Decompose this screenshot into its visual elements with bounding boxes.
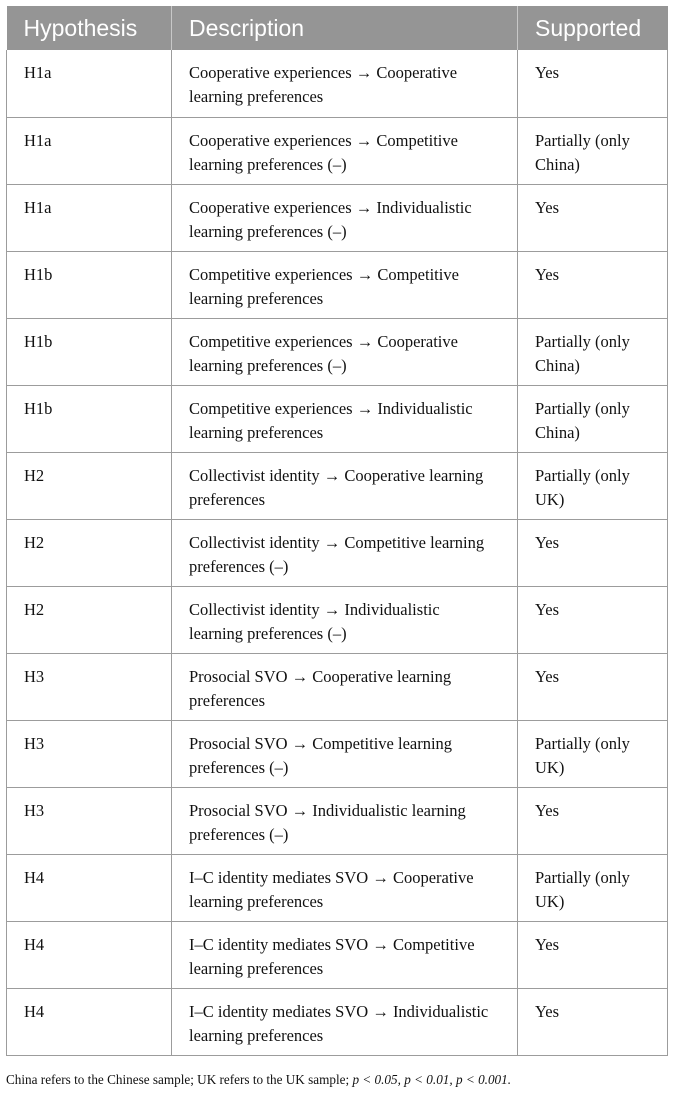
cell-description: Competitive experiences → Individualistic learning preferences (172, 385, 518, 452)
cell-hypothesis: H1a (7, 184, 172, 251)
footnote-p1: p < 0.05, (352, 1072, 401, 1087)
cell-supported: Yes (518, 586, 668, 653)
cell-hypothesis: H1a (7, 117, 172, 184)
cell-description: Cooperative experiences → Individualistic learning preferences (–) (172, 184, 518, 251)
hypothesis-table (6, 6, 668, 1056)
cell-supported: Partially (only China) (518, 385, 668, 452)
cell-description: Prosocial SVO → Individualistic learning preferences (–) (172, 787, 518, 854)
cell-hypothesis: H1a (7, 50, 172, 117)
cell-supported: Yes (518, 184, 668, 251)
header-row (7, 6, 668, 50)
cell-description: I–C identity mediates SVO → Cooperative learning preferences (172, 854, 518, 921)
cell-supported: Partially (only UK) (518, 854, 668, 921)
header-supported: Supported (518, 6, 668, 50)
table-row (7, 385, 668, 452)
table-row (7, 117, 668, 184)
cell-supported: Yes (518, 653, 668, 720)
table-row (7, 251, 668, 318)
cell-hypothesis: H2 (7, 452, 172, 519)
cell-description: Prosocial SVO → Competitive learning preferences (–) (172, 720, 518, 787)
table-row (7, 653, 668, 720)
table-row (7, 519, 668, 586)
table-row (7, 50, 668, 117)
footnote-text: China refers to the Chinese sample; UK refers to the UK sample; (6, 1072, 350, 1087)
header-description: Description (172, 6, 518, 50)
cell-description: Cooperative experiences → Cooperative learning preferences (172, 50, 518, 117)
table-row (7, 586, 668, 653)
cell-supported: Yes (518, 787, 668, 854)
cell-hypothesis: H1b (7, 318, 172, 385)
cell-hypothesis: H3 (7, 787, 172, 854)
cell-hypothesis: H4 (7, 988, 172, 1055)
cell-description: Competitive experiences → Cooperative learning preferences (–) (172, 318, 518, 385)
cell-supported: Partially (only UK) (518, 452, 668, 519)
table-row (7, 988, 668, 1055)
cell-hypothesis: H2 (7, 586, 172, 653)
table-row (7, 318, 668, 385)
cell-description: I–C identity mediates SVO → Competitive learning preferences (172, 921, 518, 988)
cell-description: Competitive experiences → Competitive learning preferences (172, 251, 518, 318)
cell-hypothesis: H1b (7, 251, 172, 318)
table-row (7, 854, 668, 921)
table-row (7, 921, 668, 988)
table-footnote (6, 1072, 670, 1088)
cell-hypothesis: H4 (7, 921, 172, 988)
cell-supported: Partially (only UK) (518, 720, 668, 787)
cell-description: Cooperative experiences → Competitive learning preferences (–) (172, 117, 518, 184)
table-row (7, 184, 668, 251)
cell-description: Collectivist identity → Cooperative learning preferences (172, 452, 518, 519)
cell-supported: Yes (518, 921, 668, 988)
cell-supported: Yes (518, 251, 668, 318)
cell-hypothesis: H4 (7, 854, 172, 921)
cell-hypothesis: H3 (7, 653, 172, 720)
table-row (7, 452, 668, 519)
cell-hypothesis: H1b (7, 385, 172, 452)
footnote-p3: p < 0.001. (455, 1072, 512, 1087)
cell-supported: Partially (only China) (518, 117, 668, 184)
cell-description: I–C identity mediates SVO → Individualistic learning preferences (172, 988, 518, 1055)
cell-hypothesis: H3 (7, 720, 172, 787)
cell-supported: Yes (518, 988, 668, 1055)
cell-supported: Partially (only China) (518, 318, 668, 385)
table-row (7, 787, 668, 854)
header-hypothesis: Hypothesis (7, 6, 172, 50)
cell-supported: Yes (518, 50, 668, 117)
cell-description: Collectivist identity → Competitive learning preferences (–) (172, 519, 518, 586)
cell-supported: Yes (518, 519, 668, 586)
table-row (7, 720, 668, 787)
cell-hypothesis: H2 (7, 519, 172, 586)
footnote-p2: p < 0.01, (404, 1072, 453, 1087)
cell-description: Collectivist identity → Individualistic learning preferences (–) (172, 586, 518, 653)
cell-description: Prosocial SVO → Cooperative learning preferences (172, 653, 518, 720)
